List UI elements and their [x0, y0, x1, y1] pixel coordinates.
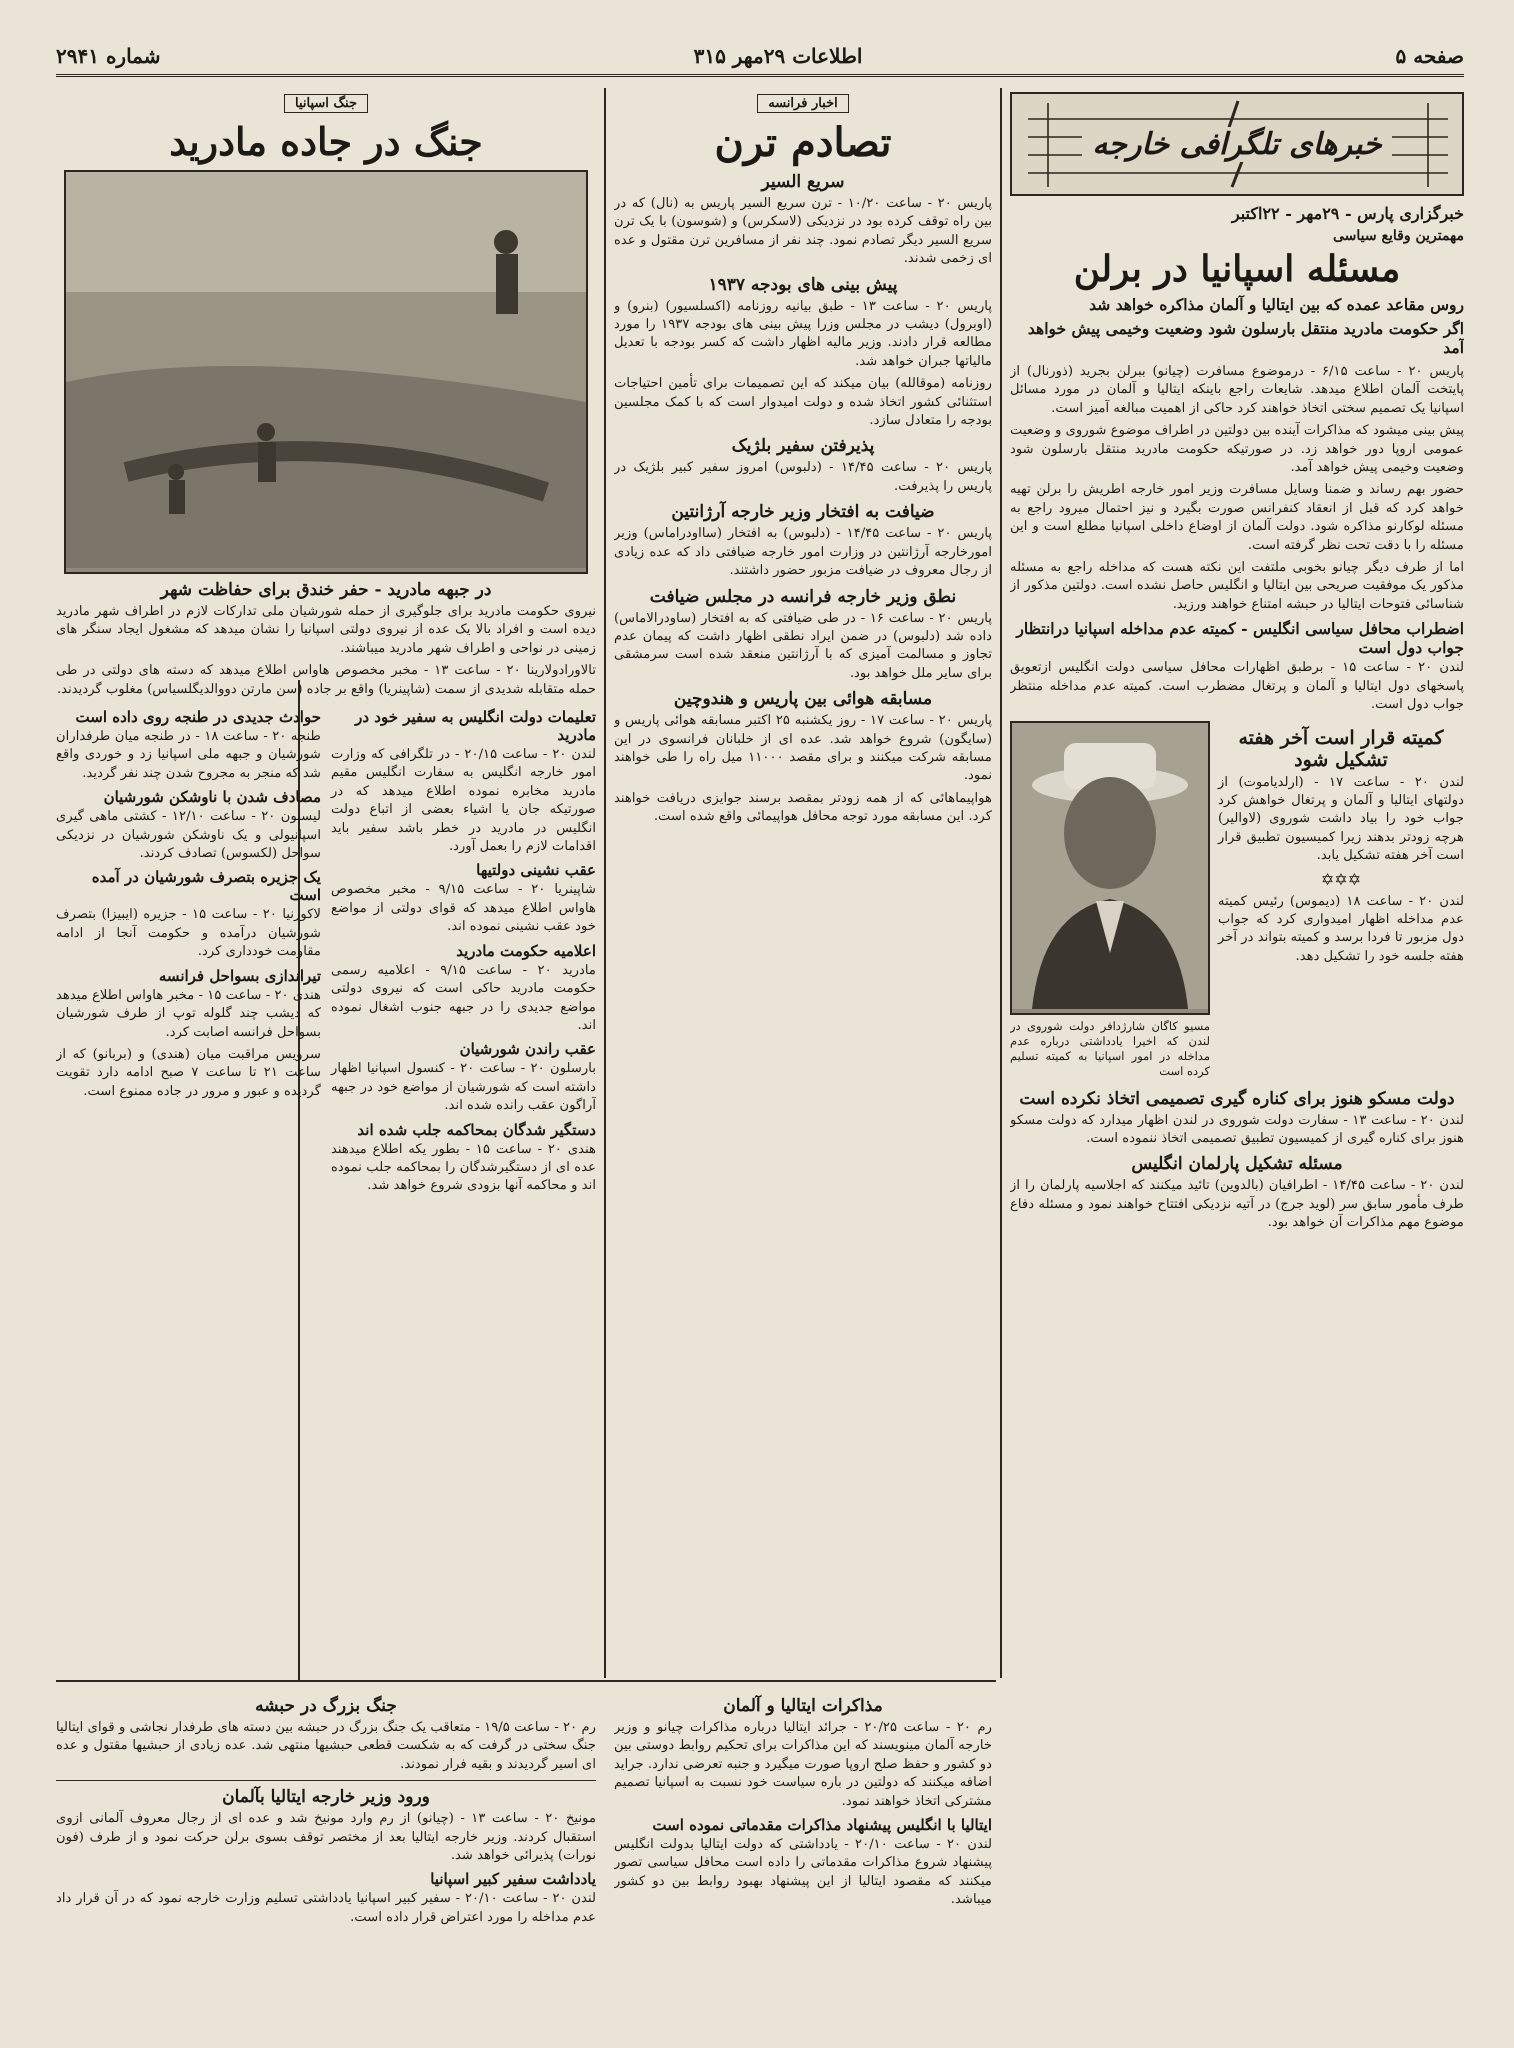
headline: پیش بینی های بودجه ۱۹۳۷ [708, 274, 898, 295]
paragraph: حضور بهم رساند و ضمنا وسایل مسافرت وزیر امور خارجه اطریش را برلن تهیه خواهد کرد که قبل از انعقاد کنفرانس صورت بگیرد و نیز احتمال میرود راجع به مسئله لوکارنو مذاکره شود. دولت آلمان از اوضاع داخلی اسپانیا مطلع است و این مسئله را با دقت تحت نظر گرفته است. [1010, 482, 1464, 553]
paragraph: هندی ۲۰ - ساعت ۱۵ - بطور یکه اطلاع میدهند عده ای از دستگیرشدگان را بمحاکمه جلب نموده اند و محاکمه آنها بزودی شروع خواهد شد. [331, 1141, 596, 1194]
headline: نطق وزیر خارجه فرانسه در مجلس ضیافت [649, 586, 957, 607]
bottom-italy-germany [614, 1690, 992, 2020]
headline: یک جزیره بتصرف شورشیان در آمده است [91, 868, 321, 905]
separator-star-icon: ✡✡✡ [1320, 869, 1362, 889]
headline: حوادث جدیدی در طنجه روی داده است [75, 708, 321, 727]
headline: دولت مسکو هنوز برای کناره گیری تصمیمی اتخاذ نکرده است [1019, 1088, 1455, 1109]
headline: مسئله تشکیل پارلمان انگلیس [1131, 1154, 1343, 1175]
paragraph: لندن ۲۰ - ساعت ۱۴/۴۵ - اطرافیان (بالدوین) تائید میکنند که اجلاسیه پارلمان را از طرف مأمور سابق سر (لوید جرج) در آتیه نزدیکی افتتاح خواهند نمود و مسئله دفاع موضوع مهم مذاکرات آن خواهد بود. [1010, 1178, 1464, 1231]
paragraph: پاریس ۲۰ - ساعت ۱۷ - روز یکشنبه ۲۵ اکتبر مسابقه هوائی پاریس و (سایگون) شروع خواهد شد. عده ای از خلبانان فرانسوی در این مسابقه شرکت میکنند و برای مقصد ۱۱۰۰۰ میل راه را طی خواهند نمود. [614, 713, 992, 784]
paragraph: لاکورنیا ۲۰ - ساعت ۱۵ - جزیره (ایبیزا) بتصرف شورشیان درآمده و حکومت آنجا از ادامه مقاومت خودداری کرد. [56, 907, 322, 960]
headline: ضیافت به افتخار وزیر خارجه آرژانتین [671, 502, 935, 523]
paragraph: لندن ۲۰ - ساعت ۱۷ - (ارلدیاموت) از دولتهای ایتالیا و آلمان و پرتغال خواهش کرد جواب خود را بیاد داشت شوروی (لاوالیر) هرچه زودتر بدهند زیرا کمیسیون تطبیق قرار است آخر هفته تشکیل یابد. [1218, 774, 1464, 864]
paragraph: پاریس ۲۰ - ساعت ۱۳ - طبق بیانیه روزنامه (اکسلسیور) (بنرو) و (اوبرول) دیشب در مجلس وزرا پیش بینی های بودجه ۱۹۳۷ را مورد مطالعه قرار دادند. وزیر مالیه اظهار داشت که کسر بودجه با تعدیل مالیاتها جبران خواهد شد. [614, 298, 992, 369]
headline: مصادف شدن با ناوشکن شورشیان [103, 788, 321, 807]
subheadline: روس مقاعد عمده که بین ایتالیا و آلمان مذاکره خواهد شد [1089, 295, 1464, 314]
column-foreign-news [1010, 92, 1464, 2012]
portrait-figure-icon [1012, 723, 1208, 1009]
paragraph: لندن ۲۰ - ساعت ۲۰/۱۰ - یادداشتی که دولت ایتالیا بدولت انگلیس پیشنهاد شروع مذاکرات مقدماتی را داده است محافل سیاسی تصور میکنند که مقصود ایتالیا از این پیشنهاد بهبود روابط بین دو کشور میباشد. [614, 1837, 992, 1908]
paragraph: روزنامه (موقالله) بیان میکند که این تصمیمات برای تأمین احتیاجات استثنائی کشور اتخاذ شده و دولت امیدوار است که با کمک مجلسین بودجه را متعادل سازد. [614, 376, 992, 429]
section-label: مهمترین وقایع سیاسی [1333, 228, 1464, 244]
paragraph: لندن ۲۰ - ساعت ۱۸ (دیموس) رئیس کمیته عدم مداخله اظهار امیدواری کرد که جواب دول مزبور تا فردا برسد و کمیته بتواند در آخر هفته جلسه خود را تشکیل دهد. [1218, 893, 1464, 964]
column-spain-war [56, 92, 596, 1672]
headline: کمیته قرار است آخر هفته تشکیل شود [1238, 726, 1444, 771]
bottom-abyssinia [56, 1690, 596, 2020]
foreign-telegraph-logo [1010, 92, 1464, 196]
masthead [56, 38, 1464, 77]
paper-name: اطلاعات ۲۹مهر ۳۱۵ [693, 44, 863, 68]
paragraph: مادرید ۲۰ - ساعت ۹/۱۵ - اعلامیه رسمی حکومت مادرید حاکی است که نیروی دولتی مواضع جدیدی را در جبهه جنوب اشغال نموده اند. [331, 962, 596, 1033]
main-headline: مسئله اسپانیا در برلن [1073, 248, 1401, 290]
paragraph: پاریس ۲۰ - ساعت ۱۰/۲۰ - ترن سریع السیر پاریس به (نال) که در بین راه توقف کرده بود در نزدیکی (لاسکرس) و (شوسون) با یک ترن سریع السیر دیگر تصادم نمود. چند نفر از مسافرین ترن مقتول و عده ای زخمی شدند. [614, 196, 992, 267]
paragraph: شاپینریا ۲۰ - ساعت ۹/۱۵ - مخبر مخصوص هاواس اطلاع میدهد که قوای دولتی از مواضع خود عقب نشینی نموده اند. [331, 882, 596, 935]
headline-madrid-road: جنگ در جاده مادرید [169, 119, 483, 164]
headline: عقب نشینی دولتیها [476, 861, 596, 880]
paragraph: لیسبون ۲۰ - ساعت ۱۲/۱۰ - کشتی ماهی گیری اسپانیولی و یک ناوشکن شورشیان در نزدیکی سواحل (لکسوس) تصادف کردند. [56, 809, 322, 862]
paragraph: هندی ۲۰ - ساعت ۱۵ - مخبر هاواس اطلاع میدهد که دیشب چند گلوله توپ از طرف شورشیان بسواحل فرانسه اصابت کرد. [56, 987, 322, 1040]
portrait-photo [1010, 721, 1210, 1015]
photo-caption: مسیو کاگان شارژدافر دولت شوروی در لندن که اخیرا یادداشتی درباره عدم مداخله در امور اسپانیا به کمیته تسلیم کرده است [1010, 1018, 1210, 1078]
subheadline: سریع السیر [761, 172, 845, 192]
headline: ورود وزیر خارجه ایتالیا بآلمان [222, 1787, 430, 1808]
headline-train-crash: تصادم ترن [714, 119, 892, 166]
headline: مسابقه هوائی بین پاریس و هندوچین [673, 689, 933, 710]
trench-scene-icon [66, 172, 586, 568]
paragraph: پاریس ۲۰ - ساعت ۱۶ - در طی ضیافتی که به افتخار (ساودرالاماس) داده شد (دلبوس) در ضمن ایراد نطقی اظهار داشت که پیمان عدم تجاوز و مسالمت آمیزی که با آرژانتین منعقد شده است سرمشقی برای سایر ملل خواهد بود. [614, 610, 992, 681]
paragraph: لندن ۲۰ - ساعت ۲۰/۱۵ - در تلگرافی که وزارت امور خارجه انگلیس به سفارت انگلیس مقیم مادرید مخابره نموده اطلاع میدهد که در صورتیکه جان یا اشیاء بعضی از اتباع دولت انگلیس در مادرید در خطر باشد سفیر باید اقدامات لازم را بعمل آورد. [331, 747, 596, 855]
divider [56, 1780, 596, 1781]
paragraph: پاریس ۲۰ - ساعت ۱۴/۴۵ - (دلبوس) امروز سفیر کبیر بلژیک در پاریس را پذیرفت. [614, 460, 992, 494]
headline: اضطراب محافل سیاسی انگلیس - کمیته عدم مداخله اسپانیا درانتظار جواب دول است [1016, 619, 1464, 658]
spain-subcolumns [56, 703, 596, 1200]
headline: دستگیر شدگان بمحاکمه جلب شده اند [357, 1120, 596, 1139]
paragraph: لندن ۲۰ - ساعت ۲۰/۱۰ - سفیر کبیر اسپانیا یادداشتی تسلیم وزارت خارجه نمود که در آن قرار داد عدم مداخله را مورد اعتراض قرار داده است. [56, 1891, 596, 1925]
issue-number: شماره ۲۹۴۱ [56, 44, 161, 68]
paragraph: رم ۲۰ - ساعت ۲۰/۲۵ - جرائد ایتالیا درباره مذاکرات چیانو و وزیر خارجه آلمان مینویسند که این مذاکرات برای تحکیم روابط دوستی بین دو کشور و حفظ صلح اروپا صورت میگیرد و جنبه تعرضی ندارد. جراید اضافه میکنند که دولتین در باره سیاست خود نسبت به اسپانیا تصمیم مشترکی اتخاذ خواهند نمود. [614, 1720, 992, 1809]
paragraph: بارسلون ۲۰ - ساعت ۲۰ - کنسول اسپانیا اظهار داشته است که شورشیان از مواضع خود در جبهه آراگون عقب رانده شده اند. [331, 1061, 596, 1114]
paragraph: لندن ۲۰ - ساعت ۱۵ - برطبق اظهارات محافل سیاسی دولت انگلیس ازتعویق پاسخهای دول ایتالیا و آلمان و پرتغال مضطرب است. کمیته عدم مداخله منتظر جواب دول است. [1010, 660, 1464, 713]
subcolumn-left [56, 703, 321, 1200]
headline: پذیرفتن سفیر بلژیک [731, 436, 875, 457]
headline: تیراندازی بسواحل فرانسه [158, 966, 321, 985]
headline: اعلامیه حکومت مادرید [456, 941, 596, 960]
photo-caption: در جبهه مادرید - حفر خندق برای حفاظت شهر [160, 580, 492, 600]
paragraph: سرویس مراقبت میان (هندی) و (بربانو) که از ساعت ۲۱ تا ساعت ۷ صبح ادامه دارد تقویت گردیده و عبور و مرور در جاده ممنوع است. [56, 1046, 322, 1099]
headline: عقب راندن شورشیان [459, 1040, 596, 1059]
headline: ایتالیا با انگلیس پیشنهاد مذاکرات مقدماتی نموده است [652, 1816, 992, 1835]
paragraph: تالاورادولارینا ۲۰ - ساعت ۱۳ - مخبر مخصوص هاواس اطلاع میدهد که دسته های دولتی در طی حمله متقابله شدیدی از سمت (شاپینریا) واقع بر جاده (سن مارتن دووالدیگلسیاس) مغلوب گردیدند. [56, 663, 596, 697]
dateline: خبرگزاری پارس - ۲۹مهر - ۲۲اکتبر [1231, 204, 1464, 223]
column-france-news [614, 92, 992, 1672]
paragraph: طنجه ۲۰ - ساعت ۱۸ - در طنجه میان طرفداران شورشیان و جبهه ملی اسپانیا زد و خوردی واقع شد که منجر به مجروح شدن چند نفر گردید. [56, 729, 321, 781]
paragraph: پاریس ۲۰ - ساعت ۱۴/۴۵ - (دلبوس) به افتخار (سااودراماس) وزیر امورخارجه آرژانتین در وزارت امور خارجه ضیافتی داد که عده زیادی از رجال معروف در ضیافت مزبور حضور داشتند. [614, 526, 992, 579]
section-kicker: جنگ اسپانیا [284, 94, 368, 113]
paragraph: اما از طرف دیگر چیانو بخوبی ملتفت این نکته هست که مداخله راجع به مسئله مذکور یک موفقیت صریحی بین ایتالیا و انگلیس حاصل نشده است. دولتین مذکور از شناسائی فتوحات ایتالیا در حبشه امتناع خواهند ورزید. [1010, 560, 1464, 612]
paragraph: پیش بینی میشود که مذاکرات آینده بین دولتین در اطراف موضوع شوروی و وضعیت عمومی اروپا دور خواهد زد. در صورتیکه حکومت مادرید منتقل بارسلون شود وضعیت وخیمی پیش خواهد آمد. [1010, 423, 1464, 476]
paragraph: لندن ۲۰ - ساعت ۱۳ - سفارت دولت شوروی در لندن اظهار میدارد که دولت مسکو هنوز برای کناره گیری از کمیسیون تطبیق تصمیمی اتخاذ ننموده است. [1010, 1112, 1464, 1146]
column-rule [604, 88, 606, 1678]
headline: یادداشت سفیر کبیر اسپانیا [430, 1870, 596, 1889]
section-kicker: اخبار فرانسه [757, 94, 849, 113]
section-rule [56, 1680, 996, 1682]
headline: مذاکرات ایتالیا و آلمان [723, 1696, 883, 1716]
headline: جنگ بزرگ در حبشه [255, 1696, 397, 1716]
trench-photo [64, 170, 588, 574]
page-label: صفحه ۵ [1395, 44, 1464, 68]
subheadline: اگر حکومت مادرید منتقل بارسلون شود وضعیت وخیمی پیش خواهد آمد [1027, 319, 1464, 357]
paragraph: پاریس ۲۰ - ساعت ۶/۱۵ - درموضوع مسافرت (چیانو) ببرلن بجرید (ذورنال) از پایتخت آلمان اطلاع میدهد. شایعات راجع باینکه ایتالیا و آلمان در مورد مسائل اسپانیا یک تصمیم سختی اتخاذ خواهند کرد حاکی از اهمیت مبالغه آمیز است. [1010, 364, 1464, 416]
paragraph: هواپیماهائی که از همه زودتر بمقصد برسند جوایزی دریافت خواهند کرد. این مسابقه مورد توجه محافل هواپیمائی واقع شده است. [614, 790, 992, 825]
subcolumn-right [331, 703, 596, 1200]
logo-text: خبرهای تلگرافی خارجه [1082, 127, 1391, 162]
column-rule [1000, 88, 1002, 1678]
paragraph: نیروی حکومت مادرید برای جلوگیری از حمله شورشیان ملی تدارکات لازم در اطراف شهر مادرید دیده است و افراد بالا یک عده از نیروی دولتی اسپانیا را نشان میدهد که مشغول ایجاد سنگر های زمینی در نواحی و اطراف شهر مادرید میباشند. [56, 604, 596, 656]
paragraph: مونیخ ۲۰ - ساعت ۱۳ - (چیانو) از رم وارد مونیخ شد و عده ای از رجال معروف آلمانی ازوی استقبال کردند. وزیر خارجه ایتالیا بعد از مختصر توقف بسوی برلن حرکت نمود و از طرف (فون نورات) پذیرائی خواهد شد. [56, 1811, 596, 1864]
paragraph: رم ۲۰ - ساعت ۱۹/۵ - متعاقب یک جنگ بزرگ در حبشه بین دسته های طرفدار نجاشی و قوای ایتالیا جنگ سختی در گرفت که به شکست قطعی حبشیها منتهی شد. عده زیادی از حبشیها مقتول و عده ای اسیر گردیدند و بقیه فرار نمودند. [56, 1720, 596, 1772]
headline: تعلیمات دولت انگلیس به سفیر خود در مادرید [355, 708, 596, 745]
portrait-block [1010, 721, 1464, 1083]
